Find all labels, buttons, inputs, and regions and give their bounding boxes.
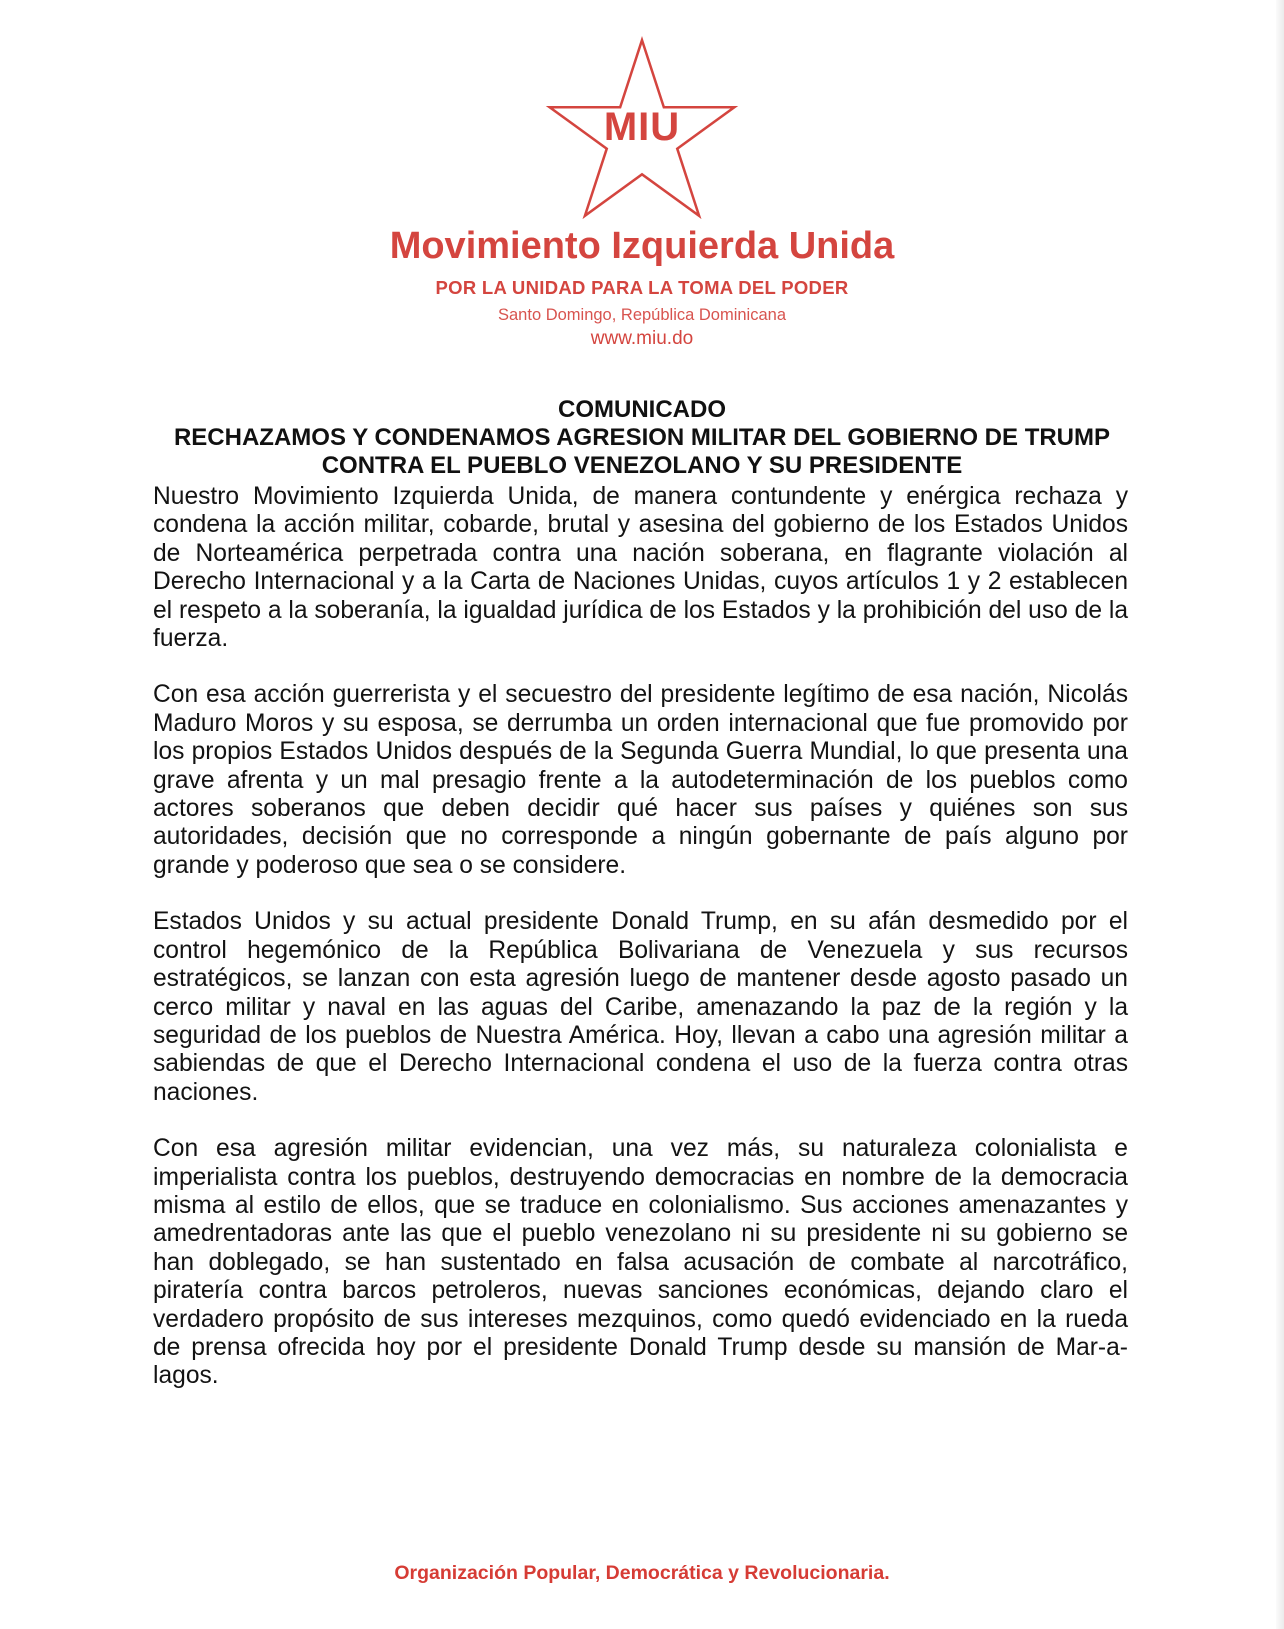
logo-acronym: MIU [603,105,681,149]
document-title [0,396,1284,480]
title-line-comunicado: COMUNICADO [558,396,726,423]
body-paragraph-4: Con esa agresión militar evidencian, una vez más, su naturaleza colonialista e imperialista contra los pueblos, destruyendo democracias en nombre de la democracia misma al estilo de ellos, que se traduce en colonialismo. Sus acciones amenazantes y amedrentadoras ante las que el pueblo venezolano ni su presidente ni su gobierno se han doblegado, se han sustentado en falsa acusación de combate al narcotráfico, piratería contra barcos petroleros, nuevas sanciones económicas, dejando claro el verdadero propósito de sus intereses mezquinos, como quedó evidenciado en la rueda de prensa ofrecida hoy por el presidente Donald Trump desde su mansión de Mar-a-lagos. [153,1135,1128,1390]
title-line-2: RECHAZAMOS Y CONDENAMOS AGRESION MILITAR DEL GOBIERNO DE TRUMP [173,424,1111,451]
body-paragraph-3: Estados Unidos y su actual presidente Donald Trump, en su afán desmedido por el control hegemónico de la República Bolivariana de Venezuela y sus recursos estratégicos, se lanzan con esta agresión luego de mantener desde agosto pasado un cerco militar y naval en las aguas del Caribe, amenazando la paz de la región y la seguridad de los pueblos de Nuestra América. Hoy, llevan a cabo una agresión militar a sabiendas de que el Derecho Internacional condena el uso de la fuerza contra otras naciones. [153,908,1128,1106]
document-body [153,483,1128,1419]
footer-slogan: Organización Popular, Democrática y Revolucionaria. [394,1562,890,1584]
organization-name: Movimiento Izquierda Unida [389,225,895,267]
body-paragraph-2: Con esa acción guerrerista y el secuestro del presidente legítimo de esa nación, Nicolás Maduro Moros y su esposa, se derrumba un orden internacional que fue promovido por los propios Estados Unidos después de la Segunda Guerra Mundial, lo que presenta una grave afrenta y un mal presagio frente a la autodeterminación de los pueblos como actores soberanos que deben decidir qué hacer sus países y quiénes son sus autoridades, decisión que no corresponde a ningún gobernante de país alguno por grande y poderoso que sea o se considere. [153,681,1128,879]
miu-star-logo [542,33,742,223]
organization-website: www.miu.do [590,328,694,349]
body-paragraph-1: Nuestro Movimiento Izquierda Unida, de manera contundente y enérgica rechaza y condena la acción militar, cobarde, brutal y asesina del gobierno de los Estados Unidos de Norteamérica perpetrada contra una nación soberana, en flagrante violación al Derecho Internacional y a la Carta de Naciones Unidas, cuyos artículos 1 y 2 establecen el respeto a la soberanía, la igualdad jurídica de los Estados y la prohibición del uso de la fuerza. [153,483,1128,653]
page-edge-shadow [1276,0,1284,1629]
organization-tagline: POR LA UNIDAD PARA LA TOMA DEL PODER [435,277,849,298]
letterhead [0,0,1284,350]
organization-location: Santo Domingo, República Dominicana [498,306,786,324]
title-line-3: CONTRA EL PUEBLO VENEZOLANO Y SU PRESIDENTE [321,452,963,479]
